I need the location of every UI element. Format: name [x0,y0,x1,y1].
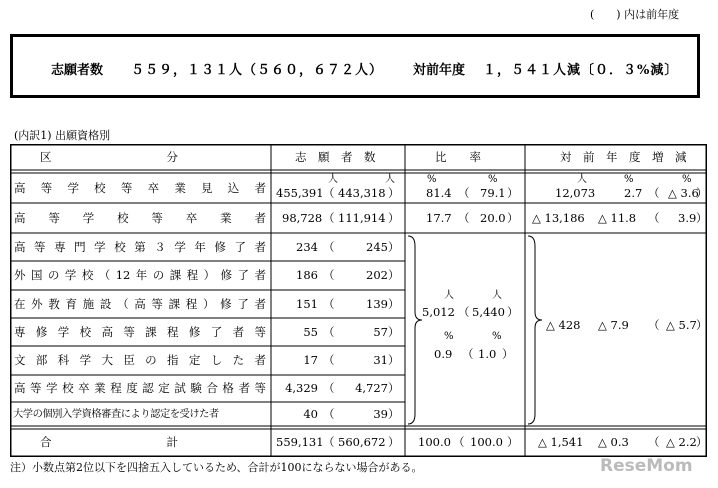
previous-year-legend: ( ) 内は前年度 [590,8,680,21]
unit-percent: % [492,331,502,342]
row-prev-count: 443,318 [338,186,386,200]
breakdown-title: (内訳1) 出願資格別 [14,129,111,142]
row-prev-count: 39 [373,407,388,421]
resemom-logo: ReseMom [600,456,693,476]
row-count: 55 [303,325,318,339]
unit-person: 人 [577,174,587,185]
row-label: 外国の学校（12年の課程）修了者 [14,268,266,282]
row-diff-ratio: △ 3.6 [668,186,699,200]
group-ratio: 0.9 [434,347,453,361]
row-diff-pct: 2.7 [624,186,643,200]
unit-person: 人 [492,290,502,301]
row-label: 大学の個別入学資格審査により認定を受けた者 [13,408,219,420]
row-count: 4,329 [285,381,318,395]
group-prev-count: 5,440 [472,305,505,319]
summary-label: 志願者数 [51,63,104,78]
row-label: 高等学校等卒業見込者 [14,181,266,195]
row-prev-count: 111,914 [338,211,386,225]
row-label: 在外教育施設（高等課程）修了者 [14,297,266,311]
row-prev-count: 139 [366,297,388,311]
total-count: 559,131 [276,435,324,449]
unit-percent: % [444,331,454,342]
row-count: 455,391 [276,186,324,200]
group-diff: △ 428 [546,318,581,332]
group-diff-ratio: △ 5.7 [666,318,697,332]
unit-percent: % [488,174,498,185]
group-prev-ratio: 1.0 [478,347,497,361]
row-ratio: 81.4 [426,186,452,200]
row-label: 高等学校卒業程度認定試験合格者等 [14,381,266,395]
row-prev-ratio: 20.0 [480,211,506,225]
total-prev-count: 560,672 [338,435,386,449]
row-diff: 12,073 [555,186,596,200]
row-ratio: 17.7 [426,211,452,225]
header-change: 対 前 年 度 増 減 [560,150,687,164]
total-diff-pct: △ 0.3 [598,435,629,449]
row-prev-count: 4,727 [355,381,388,395]
applicants-table: 区 分 志 願 者 数 比 率 対 前 年 度 増 減 人 人 % % 人 % % 高等学校等卒業見込者 455,391 （ 443,318 ） 81.4 （ 79.1 ） 12,073 2.7 （ △ 3.6 ） 高等学校等卒業者 98,728 （ 111,914 ） 17.7 （ 20.0 ） △ 13,186 △ 11.8 （ 3.9 ） 高等専門学校第３学年修了者 234 （ 245 ） 外国の学校（12年の課程）修了者 186 （ 202 ） 在外教育施設（高等課程）修了者 151 （ 139 ） 専修学校高等課程修了者等 55 （ 57 ） 文部科学大臣の指定した者 17 （ 31 ） 高等学校卒業程度認定試験合格者等 4,329 （ 4,727 ） 大学の個別入学資格審査により認定を受けた者 40 （ 39 ） 人 人 5,012 （ 5,440 ） % % 0.9 （ 1.0 ） △ 428 △ 7.9 （ △ 5.7 ） 合 計 559,131 （ 560,672 ） 100.0 （ 100.0 ） △ 1,541 △ 0.3 （ △ 2.2 ） [10,144,707,457]
unit-person: 人 [328,174,338,185]
row-prev-count: 245 [366,240,388,254]
total-diff-ratio: △ 2.2 [666,435,697,449]
row-diff-pct: △ 11.8 [598,211,637,225]
row-prev-count: 57 [373,325,388,339]
header-ratio: 比 率 [435,150,481,164]
row-count: 186 [296,268,318,282]
footnote: 注）小数点第2位以下を四捨五入しているため、合計が100にならない場合がある。 [10,461,423,474]
summary-change: １，５４１人減〔０．３%減〕 [483,63,679,78]
row-count: 40 [303,407,318,421]
total-diff: △ 1,541 [538,435,584,449]
summary-change-label: 対前年度 [413,63,466,78]
unit-percent: % [624,174,634,185]
total-label: 合 計 [40,435,178,449]
unit-person: 人 [385,174,395,185]
unit-person: 人 [444,290,454,301]
summary-value: ５５９，１３１人（５６０，６７２人） [131,63,384,78]
row-diff-ratio: 3.9 [678,211,697,225]
row-count: 234 [296,240,318,254]
unit-percent: % [682,174,692,185]
row-prev-count: 202 [366,268,388,282]
group-count: 5,012 [422,305,455,319]
row-count: 151 [296,297,318,311]
total-ratio: 100.0 [418,435,451,449]
total-prev-ratio: 100.0 [470,435,503,449]
row-label: 文部科学大臣の指定した者 [14,353,266,367]
header-category: 区 分 [40,150,178,164]
row-prev-count: 31 [373,353,388,367]
summary-box [10,34,700,98]
row-label: 高等専門学校第３学年修了者 [14,240,266,254]
row-prev-ratio: 79.1 [480,186,506,200]
header-applicants: 志 願 者 数 [295,150,376,164]
row-diff: △ 13,186 [532,211,585,225]
row-count: 17 [303,353,318,367]
row-count: 98,728 [282,211,323,225]
unit-percent: % [427,174,437,185]
row-label: 高等学校等卒業者 [14,211,266,225]
group-diff-pct: △ 7.9 [598,318,629,332]
row-label: 専修学校高等課程修了者等 [14,325,266,339]
